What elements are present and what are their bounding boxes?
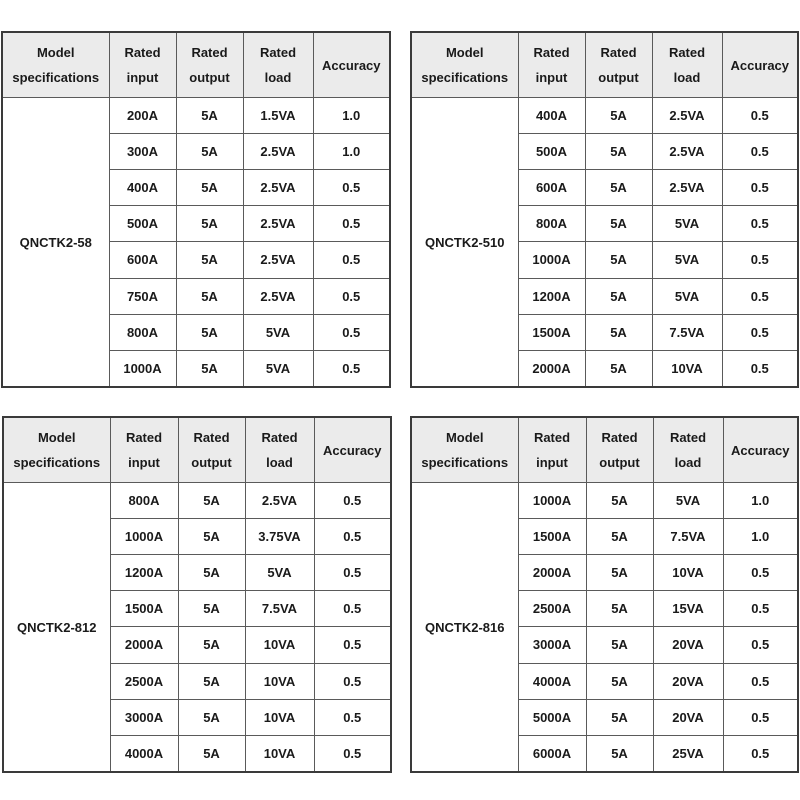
rated-input-cell: 2500A <box>110 663 178 699</box>
rated-input-cell: 800A <box>518 206 585 242</box>
rated-input-cell: 800A <box>110 483 178 519</box>
rated-input-cell: 1500A <box>518 314 585 350</box>
rated-output-cell: 5A <box>586 519 653 555</box>
header-rated-load-text: load <box>674 455 702 470</box>
accuracy-cell: 0.5 <box>313 170 390 206</box>
header-model-text: specifications <box>421 70 509 85</box>
rated-output-cell: 5A <box>585 314 652 350</box>
table-row <box>411 483 798 519</box>
rated-output-cell: 5A <box>586 483 653 519</box>
rated-load-cell: 1.5VA <box>243 98 313 134</box>
rated-load-cell: 10VA <box>652 350 722 387</box>
rated-load-cell: 10VA <box>245 627 314 663</box>
accuracy-cell: 0.5 <box>314 519 391 555</box>
rated-input-cell: 600A <box>109 242 176 278</box>
rated-load-cell: 5VA <box>653 483 723 519</box>
rated-output-cell: 5A <box>586 699 653 735</box>
rated-load-cell: 2.5VA <box>245 483 314 519</box>
rated-output-cell: 5A <box>176 98 243 134</box>
rated-load-cell: 2.5VA <box>243 278 313 314</box>
spec-table-qnctk2-812 <box>2 416 392 773</box>
rated-output-cell: 5A <box>176 242 243 278</box>
accuracy-cell: 1.0 <box>723 483 798 519</box>
header-model <box>411 417 518 483</box>
rated-output-cell: 5A <box>586 591 653 627</box>
header-model <box>411 32 518 98</box>
header-accuracy-text: Accuracy <box>321 57 381 73</box>
rated-input-cell: 1500A <box>110 591 178 627</box>
rated-output-cell: 5A <box>585 278 652 314</box>
rated-input-cell: 2000A <box>518 350 585 387</box>
header-model <box>3 417 110 483</box>
header-accuracy <box>723 417 798 483</box>
header-rated-input-text: Rated <box>533 430 571 445</box>
rated-output-cell: 5A <box>178 735 245 772</box>
rated-load-cell: 10VA <box>245 663 314 699</box>
rated-input-cell: 200A <box>109 98 176 134</box>
rated-input-cell: 1000A <box>110 519 178 555</box>
accuracy-cell: 0.5 <box>722 278 798 314</box>
rated-input-cell: 3000A <box>518 627 586 663</box>
accuracy-cell: 0.5 <box>314 591 391 627</box>
rated-load-cell: 25VA <box>653 735 723 772</box>
spec-table-qnctk2-816 <box>410 416 799 773</box>
rated-load-cell: 5VA <box>652 242 722 278</box>
rated-input-cell: 1000A <box>109 350 176 387</box>
accuracy-cell: 0.5 <box>722 134 798 170</box>
rated-input-cell: 400A <box>518 98 585 134</box>
header-rated-output-text: output <box>189 70 230 85</box>
rated-load-cell: 3.75VA <box>245 519 314 555</box>
header-accuracy-text: Accuracy <box>730 442 790 458</box>
rated-output-cell: 5A <box>178 663 245 699</box>
rated-input-cell: 300A <box>109 134 176 170</box>
header-row <box>3 417 391 483</box>
accuracy-cell: 0.5 <box>722 98 798 134</box>
header-rated-load-text: Rated <box>259 45 297 60</box>
rated-input-cell: 3000A <box>110 699 178 735</box>
accuracy-cell: 0.5 <box>313 206 390 242</box>
rated-output-cell: 5A <box>176 206 243 242</box>
header-rated-output-text: output <box>599 455 640 470</box>
rated-load-cell: 5VA <box>652 278 722 314</box>
header-rated-output-text: Rated <box>193 430 230 445</box>
rated-load-cell: 2.5VA <box>243 206 313 242</box>
header-rated-input-text: input <box>536 455 568 470</box>
accuracy-cell: 0.5 <box>314 663 391 699</box>
rated-input-cell: 500A <box>109 206 176 242</box>
rated-input-cell: 1500A <box>518 519 586 555</box>
rated-output-cell: 5A <box>585 98 652 134</box>
header-accuracy <box>722 32 798 98</box>
accuracy-cell: 0.5 <box>722 350 798 387</box>
header-accuracy-text: Accuracy <box>730 57 790 73</box>
accuracy-cell: 0.5 <box>313 242 390 278</box>
rated-output-cell: 5A <box>586 627 653 663</box>
rated-load-cell: 5VA <box>243 314 313 350</box>
rated-load-cell: 2.5VA <box>652 170 722 206</box>
rated-output-cell: 5A <box>585 242 652 278</box>
accuracy-cell: 0.5 <box>314 735 391 772</box>
header-model-text: Model <box>445 430 484 445</box>
header-rated-output-text: output <box>598 70 639 85</box>
accuracy-cell: 0.5 <box>723 699 798 735</box>
rated-load-cell: 10VA <box>245 735 314 772</box>
rated-output-cell: 5A <box>586 663 653 699</box>
rated-input-cell: 750A <box>109 278 176 314</box>
rated-load-cell: 5VA <box>652 206 722 242</box>
model-name-cell: QNCTK2-58 <box>2 98 109 388</box>
rated-input-cell: 5000A <box>518 699 586 735</box>
rated-input-cell: 1200A <box>110 555 178 591</box>
header-rated-input <box>110 417 178 483</box>
accuracy-cell: 1.0 <box>723 519 798 555</box>
accuracy-cell: 0.5 <box>723 627 798 663</box>
rated-input-cell: 1000A <box>518 483 586 519</box>
rated-output-cell: 5A <box>178 519 245 555</box>
rated-input-cell: 800A <box>109 314 176 350</box>
header-rated-load <box>243 32 313 98</box>
rated-output-cell: 5A <box>585 206 652 242</box>
rated-input-cell: 400A <box>109 170 176 206</box>
rated-load-cell: 7.5VA <box>652 314 722 350</box>
model-name-cell: QNCTK2-816 <box>411 483 518 773</box>
accuracy-cell: 0.5 <box>723 735 798 772</box>
header-model-text: Model <box>37 430 76 445</box>
header-rated-load <box>652 32 722 98</box>
header-accuracy <box>313 32 390 98</box>
rated-output-cell: 5A <box>176 314 243 350</box>
model-name-cell: QNCTK2-510 <box>411 98 518 388</box>
header-rated-output <box>176 32 243 98</box>
header-rated-load-text: load <box>266 455 293 470</box>
header-accuracy <box>314 417 391 483</box>
spec-table-qnctk2-58 <box>1 31 391 388</box>
header-rated-load-text: Rated <box>668 45 706 60</box>
header-accuracy-text: Accuracy <box>322 442 382 458</box>
table-row <box>411 98 798 134</box>
header-row <box>2 32 390 98</box>
header-rated-output-text: Rated <box>601 430 638 445</box>
header-rated-input <box>518 417 586 483</box>
accuracy-cell: 0.5 <box>313 350 390 387</box>
rated-output-cell: 5A <box>178 483 245 519</box>
header-rated-input <box>109 32 176 98</box>
rated-load-cell: 2.5VA <box>243 134 313 170</box>
rated-input-cell: 2500A <box>518 591 586 627</box>
header-rated-output <box>585 32 652 98</box>
header-rated-load-text: load <box>673 70 701 85</box>
header-model-text: specifications <box>12 70 100 85</box>
accuracy-cell: 0.5 <box>722 242 798 278</box>
spec-table-qnctk2-510 <box>410 31 799 388</box>
table-row <box>3 483 391 519</box>
rated-output-cell: 5A <box>176 134 243 170</box>
rated-load-cell: 5VA <box>245 555 314 591</box>
header-model-text: specifications <box>13 455 101 470</box>
header-rated-load-text: load <box>264 70 292 85</box>
rated-output-cell: 5A <box>178 591 245 627</box>
header-model-text: specifications <box>421 455 509 470</box>
header-rated-input-text: input <box>535 70 568 85</box>
rated-input-cell: 1000A <box>518 242 585 278</box>
header-row <box>411 32 798 98</box>
header-model-text: Model <box>445 45 484 60</box>
table-row <box>2 98 390 134</box>
accuracy-cell: 0.5 <box>722 170 798 206</box>
accuracy-cell: 0.5 <box>722 206 798 242</box>
header-rated-output-text: output <box>191 455 232 470</box>
header-rated-load <box>245 417 314 483</box>
rated-load-cell: 15VA <box>653 591 723 627</box>
rated-load-cell: 2.5VA <box>243 170 313 206</box>
rated-load-cell: 20VA <box>653 699 723 735</box>
rated-input-cell: 2000A <box>110 627 178 663</box>
rated-output-cell: 5A <box>586 555 653 591</box>
header-rated-input <box>518 32 585 98</box>
accuracy-cell: 0.5 <box>313 278 390 314</box>
rated-load-cell: 10VA <box>245 699 314 735</box>
header-rated-output <box>586 417 653 483</box>
rated-input-cell: 4000A <box>518 663 586 699</box>
header-rated-output <box>178 417 245 483</box>
accuracy-cell: 0.5 <box>314 699 391 735</box>
header-rated-input-text: input <box>128 455 160 470</box>
accuracy-cell: 0.5 <box>314 555 391 591</box>
rated-load-cell: 2.5VA <box>243 242 313 278</box>
rated-load-cell: 20VA <box>653 627 723 663</box>
rated-output-cell: 5A <box>585 170 652 206</box>
accuracy-cell: 0.5 <box>723 591 798 627</box>
header-model <box>2 32 109 98</box>
rated-output-cell: 5A <box>176 170 243 206</box>
rated-load-cell: 7.5VA <box>245 591 314 627</box>
header-model-text: Model <box>36 45 75 60</box>
header-rated-input-text: Rated <box>125 430 163 445</box>
rated-output-cell: 5A <box>176 278 243 314</box>
rated-output-cell: 5A <box>586 735 653 772</box>
rated-load-cell: 10VA <box>653 555 723 591</box>
accuracy-cell: 0.5 <box>313 314 390 350</box>
rated-output-cell: 5A <box>178 555 245 591</box>
rated-output-cell: 5A <box>176 350 243 387</box>
header-row <box>411 417 798 483</box>
rated-input-cell: 4000A <box>110 735 178 772</box>
accuracy-cell: 0.5 <box>722 314 798 350</box>
rated-load-cell: 5VA <box>243 350 313 387</box>
header-rated-input-text: Rated <box>124 45 161 60</box>
model-name-cell: QNCTK2-812 <box>3 483 110 773</box>
accuracy-cell: 0.5 <box>314 483 391 519</box>
header-rated-input-text: input <box>126 70 159 85</box>
rated-load-cell: 20VA <box>653 663 723 699</box>
rated-input-cell: 2000A <box>518 555 586 591</box>
header-rated-load-text: Rated <box>261 430 298 445</box>
header-rated-load <box>653 417 723 483</box>
rated-output-cell: 5A <box>178 699 245 735</box>
rated-input-cell: 600A <box>518 170 585 206</box>
header-rated-input-text: Rated <box>533 45 570 60</box>
rated-output-cell: 5A <box>178 627 245 663</box>
header-rated-output-text: Rated <box>600 45 637 60</box>
rated-load-cell: 2.5VA <box>652 98 722 134</box>
rated-load-cell: 2.5VA <box>652 134 722 170</box>
accuracy-cell: 1.0 <box>313 98 390 134</box>
header-rated-load-text: Rated <box>669 430 707 445</box>
rated-load-cell: 7.5VA <box>653 519 723 555</box>
accuracy-cell: 0.5 <box>314 627 391 663</box>
rated-output-cell: 5A <box>585 350 652 387</box>
rated-input-cell: 500A <box>518 134 585 170</box>
rated-input-cell: 1200A <box>518 278 585 314</box>
accuracy-cell: 0.5 <box>723 663 798 699</box>
rated-output-cell: 5A <box>585 134 652 170</box>
accuracy-cell: 0.5 <box>723 555 798 591</box>
accuracy-cell: 1.0 <box>313 134 390 170</box>
rated-input-cell: 6000A <box>518 735 586 772</box>
header-rated-output-text: Rated <box>191 45 228 60</box>
